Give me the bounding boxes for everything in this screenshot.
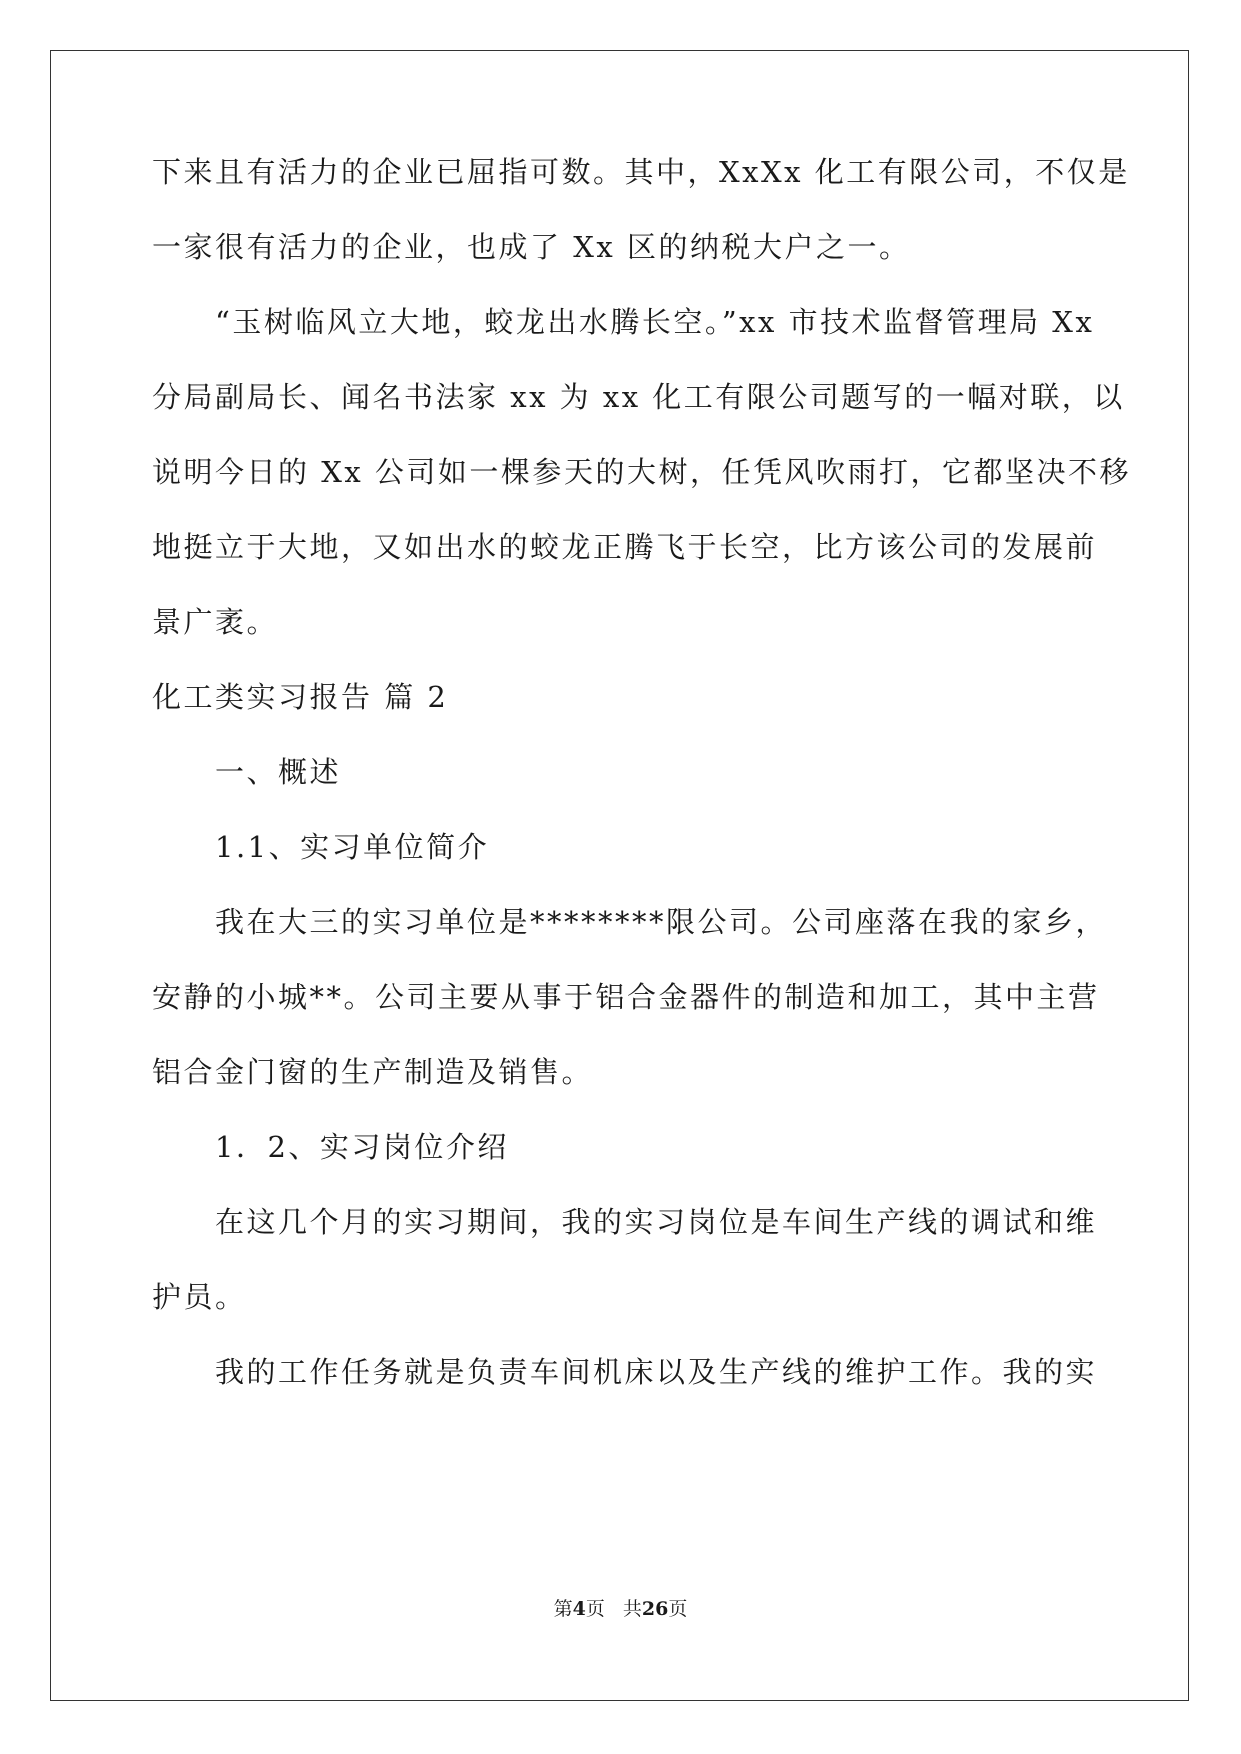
footer-total-suffix: 页 [668,1598,688,1620]
body-line: 我在大三的实习单位是********限公司。公司座落在我的家乡， [215,905,1108,939]
footer-page-total: 26 [641,1598,669,1620]
body-line: 地挺立于大地，又如出水的蛟龙正腾飞于长空，比方该公司的发展前 [152,530,1098,564]
footer-total-prefix: 共 [622,1598,642,1620]
body-line: 景广袤。 [152,605,279,639]
body-line: 铝合金门窗的生产制造及销售。 [152,1055,594,1089]
section-title: 化工类实习报告 篇 2 [152,680,449,714]
footer-page-mid: 页 [585,1598,605,1620]
quote-paragraph-line: “玉树临风立大地，蛟龙出水腾长空。”xx 市技术监督管理局 Xx [215,305,1095,339]
body-line: 护员。 [152,1280,247,1314]
page-footer [0,1597,1241,1621]
heading-unit-intro: 1.1、实习单位简介 [215,830,490,864]
heading-position-intro: 1．2、实习岗位介绍 [215,1130,509,1164]
body-line: 在这几个月的实习期间，我的实习岗位是车间生产线的调试和维 [215,1205,1098,1239]
body-line: 安静的小城**。公司主要从事于铝合金器件的制造和加工，其中主营 [152,980,1100,1014]
footer-page-prefix: 第 [553,1598,573,1620]
heading-overview: 一、概述 [215,755,342,789]
footer-page-current: 4 [572,1598,586,1620]
body-line: 我的工作任务就是负责车间机床以及生产线的维护工作。我的实 [215,1355,1098,1389]
body-line: 说明今日的 Xx 公司如一棵参天的大树，任凭风吹雨打，它都坚决不移 [152,455,1131,489]
body-line: 下来且有活力的企业已屈指可数。其中，XxXx 化工有限公司，不仅是 [152,155,1130,189]
body-line: 分局副局长、闻名书法家 xx 为 xx 化工有限公司题写的一幅对联，以 [152,380,1125,414]
page-border [50,50,1189,1701]
body-line: 一家很有活力的企业，也成了 Xx 区的纳税大户之一。 [152,230,911,264]
